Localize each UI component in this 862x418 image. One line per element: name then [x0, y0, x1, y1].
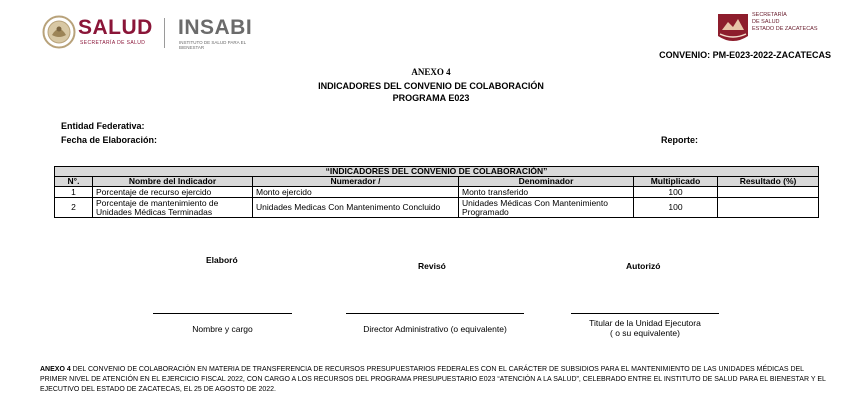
table-cell: 100: [634, 198, 718, 218]
insabi-subtitle: INSTITUTO DE SALUD PARA EL BIENESTAR: [179, 40, 246, 50]
salud-subtitle: SECRETARÍA DE SALUD: [80, 40, 146, 46]
table-cell: Unidades Médicas Con Mantenimiento Programado: [459, 198, 634, 218]
table-cell: Unidades Medicas Con Mantenimento Concluido: [253, 198, 459, 218]
col-header: Denominador: [459, 177, 634, 187]
reporte-label: Reporte:: [661, 135, 699, 145]
signature-caption: Director Administrativo (o equivalente): [363, 324, 507, 334]
signature-caption: Titular de la Unidad Ejecutora ( o su equivalente): [589, 318, 701, 338]
fecha-label: Fecha de Elaboración:: [61, 135, 158, 145]
table-cell: 100: [634, 187, 718, 198]
zacatecas-emblem-icon: [716, 10, 750, 46]
reviso-label: Revisó: [418, 261, 446, 271]
table-caption: “INDICADORES DEL CONVENIO DE COLABORACIÓN”: [55, 167, 819, 177]
table-cell: Monto ejercido: [253, 187, 459, 198]
autorizo-label: Autorizó: [626, 261, 661, 271]
entidad-label: Entidad Federativa:: [61, 121, 145, 131]
col-header: Numerador /: [253, 177, 459, 187]
document-title: INDICADORES DEL CONVENIO DE COLABORACIÓN: [318, 81, 544, 91]
logo-divider: [164, 18, 165, 48]
col-header: Resultado (%): [718, 177, 819, 187]
program-title: PROGRAMA E023: [392, 93, 470, 103]
indicators-table: [54, 166, 819, 218]
table-cell: 2: [55, 198, 93, 218]
col-header: N°.: [55, 177, 93, 187]
signature-caption: Nombre y cargo: [192, 324, 253, 334]
table-row: [55, 187, 819, 198]
table-cell: [718, 187, 819, 198]
anexo-title: ANEXO 4: [411, 67, 451, 77]
col-header: Multiplicado: [634, 177, 718, 187]
table-cell: 1: [55, 187, 93, 198]
elaboro-label: Elaboró: [206, 255, 238, 265]
table-row: [55, 198, 819, 218]
zacatecas-logo-text: SECRETARÍA DE SALUD ESTADO DE ZACATECAS: [752, 12, 818, 32]
signature-line: [346, 313, 524, 314]
table-cell: Monto transferido: [459, 187, 634, 198]
footer-note: ANEXO 4 DEL CONVENIO DE COLABORACIÓN EN MATERIA DE TRANSFERENCIA DE RECURSOS PRESUPUESTARIOS FEDERALES CON EL CARÁCTER DE SUBSIDIOS PARA EL MANTENIMIENTO DE LAS UNIDADES MÉDICAS DEL PRIMER NIVEL DE ATENCIÓN EN EL EJERCICIO FISCAL 2022, CON CARGO A LOS RECURSOS DEL PROGRAMA PRESUPUESTARIO E023 “ATENCIÓN A LA SALUD”, CELEBRADO ENTRE EL INSTITUTO DE SALUD PARA EL BIENESTAR Y EL EJECUTIVO DEL ESTADO DE ZACATECAS, EL 25 DE AGOSTO DE 2022.: [40, 366, 826, 393]
signature-line: [571, 313, 719, 314]
signature-line: [153, 313, 292, 314]
table-cell: [718, 198, 819, 218]
table-cell: Porcentaje de recurso ejercido: [93, 187, 253, 198]
insabi-brand: INSABI: [178, 16, 253, 39]
table-header-row: [55, 177, 819, 187]
table-cell: Porcentaje de mantenimiento de Unidades Médicas Terminadas: [93, 198, 253, 218]
convenio-id: CONVENIO: PM-E023-2022-ZACATECAS: [659, 50, 831, 60]
salud-brand: SALUD: [78, 16, 153, 39]
col-header: Nombre del Indicador: [93, 177, 253, 187]
salud-emblem-icon: [42, 15, 76, 49]
